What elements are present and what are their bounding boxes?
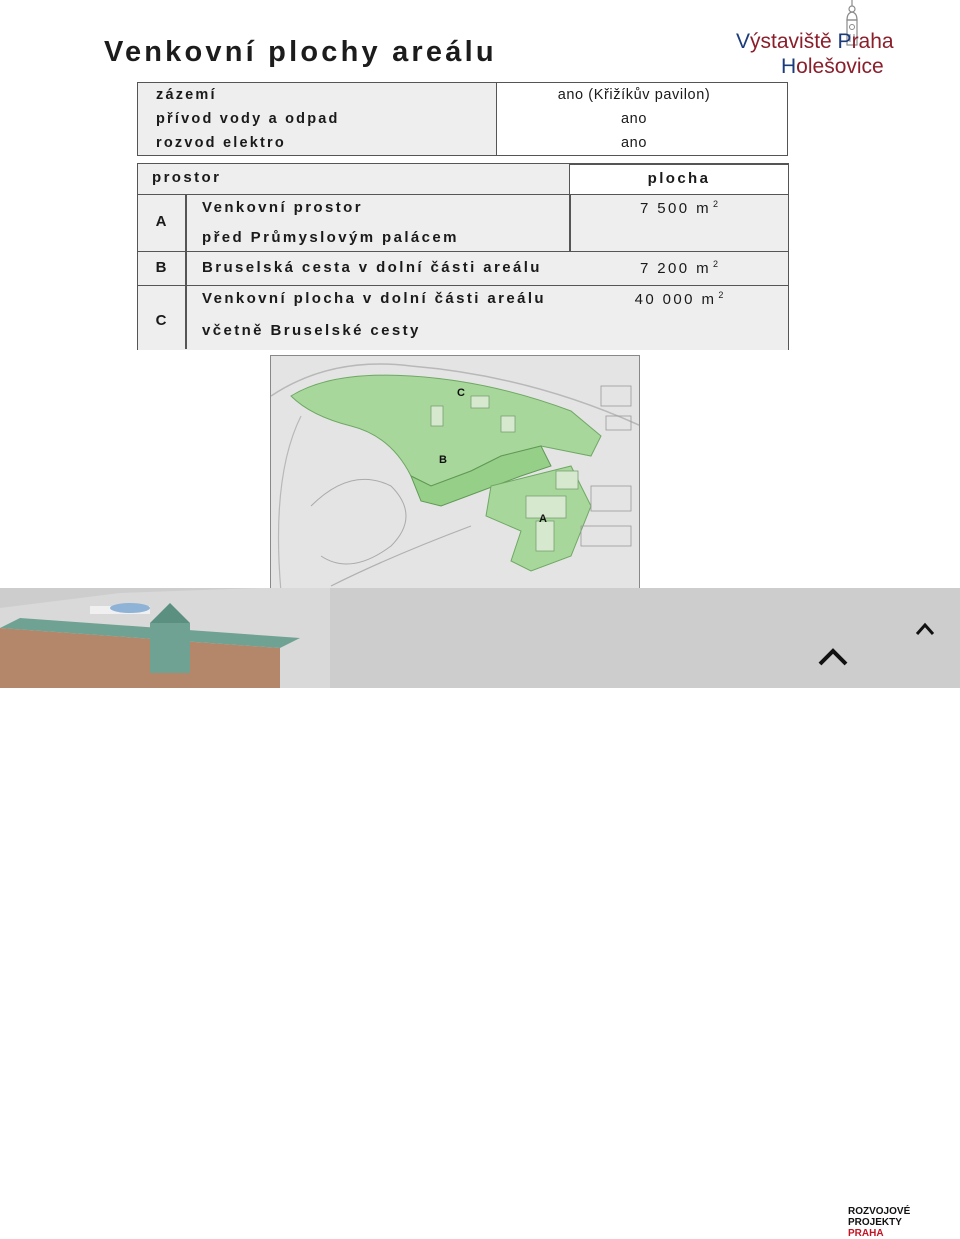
service-label: přívod vody a odpad	[138, 107, 497, 131]
row-area: 7 200 m $^2$	[639, 259, 718, 277]
row-letter: C	[155, 312, 167, 329]
site-map-drawing	[271, 356, 640, 591]
exhibition-grounds-render	[0, 588, 960, 1239]
spaces-header	[138, 164, 788, 194]
row-letter: B	[155, 259, 167, 276]
rozvojove-projekty-logo	[848, 1206, 910, 1239]
row-desc-line1: Bruselská cesta v dolní části areálu	[202, 259, 542, 276]
service-label: zázemí	[138, 83, 497, 108]
table-row	[138, 286, 788, 348]
row-area: 40 000 m $^2$	[634, 290, 724, 308]
row-desc-line2: před Průmyslovým palácem	[202, 229, 459, 246]
row-letter: A	[155, 213, 167, 230]
brand-line-1: ROZVOJOVÉ	[848, 1206, 911, 1217]
map-label-c: C	[457, 387, 465, 399]
header-prostor: prostor	[138, 164, 570, 194]
table-row	[138, 107, 788, 131]
table-row	[138, 131, 788, 156]
brand-line-2: PROJEKTY	[848, 1217, 902, 1228]
brand-line-3: PRAHA	[848, 1228, 884, 1239]
header-plocha: plocha	[570, 164, 788, 194]
chevron-up-icon	[916, 622, 934, 636]
map-label-b: B	[439, 454, 447, 466]
map-label-a: A	[539, 513, 547, 525]
table-row	[138, 83, 788, 108]
table-row	[138, 195, 788, 252]
logo-line-2: Holešovice	[781, 55, 884, 78]
service-label: rozvod elektro	[138, 131, 497, 156]
chevron-up-icon	[818, 648, 848, 666]
page-title: Venkovní plochy areálu	[104, 36, 497, 68]
row-desc-line2: včetně Bruselské cesty	[202, 322, 421, 339]
row-desc-line1: Venkovní prostor	[202, 199, 363, 216]
palace-render	[0, 588, 960, 688]
spaces-table	[137, 163, 789, 350]
table-row	[138, 252, 788, 286]
service-value: ano	[497, 107, 788, 131]
service-value: ano (Křižíkův pavilon)	[497, 83, 788, 108]
row-area: 7 500 m $^2$	[639, 199, 718, 217]
services-table	[137, 82, 788, 156]
row-desc-line1: Venkovní plocha v dolní části areálu	[202, 290, 546, 307]
site-map	[270, 355, 640, 591]
logo-line-1: Výstaviště Praha	[736, 30, 894, 53]
vystaviste-logo	[736, 0, 946, 80]
service-value: ano	[497, 131, 788, 156]
